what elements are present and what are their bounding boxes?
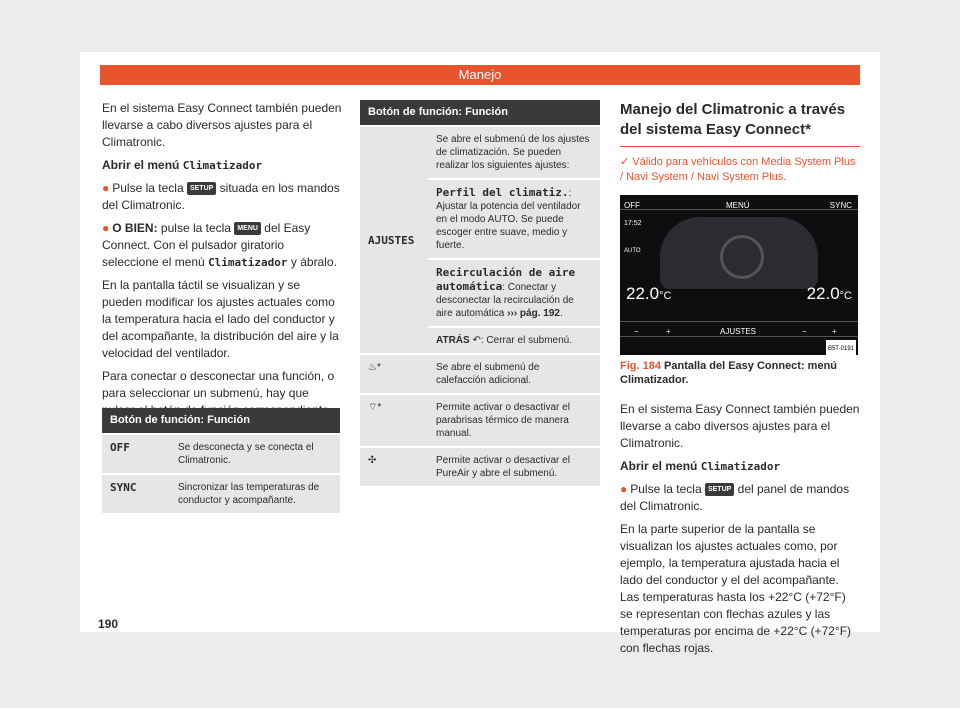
screen-time: 17:52	[624, 220, 642, 227]
screen-temp-left: 22.0°C	[626, 284, 672, 303]
screen-auto: AUTO	[624, 248, 641, 254]
validity-note	[620, 155, 860, 185]
bullet-setup	[620, 481, 860, 515]
screen-minus-left: −	[634, 327, 639, 336]
bullet-setup	[102, 180, 342, 214]
bullet-menu	[102, 220, 342, 271]
intro-text: En el sistema Easy Connect también pueden llevarse a cabo diversos ajustes para el Climatronic.	[102, 101, 342, 149]
function-table-2	[360, 100, 600, 486]
screen-minus-right: −	[802, 327, 807, 336]
intro-text: En el sistema Easy Connect también pueden llevarse a cabo diversos ajustes para el Climatronic.	[620, 402, 860, 450]
column-left	[102, 100, 342, 425]
option-text: : Ajustar la potencia del ventilador en el modo AUTO. Se puede escoger entre suave, medio y fuerte.	[436, 188, 581, 251]
paragraph: En la parte superior de la pantalla se visualizan los ajustes actuales como, por ejemplo, la temperatura ajustada hacia el lado del conductor y el del acompañante. Las temperaturas hasta los +22°C (+72°F) se representan con flechas azules y las temperaturas por encima de +22°C (+72°F) con flechas rojas.	[620, 522, 852, 655]
bullet-text: Pulse la tecla	[112, 181, 187, 195]
button-desc	[428, 327, 600, 354]
section-header: Manejo	[100, 65, 860, 85]
bullet-text: del panel de mandos del Climatronic.	[620, 482, 850, 513]
option-text: : Conectar y desconectar la recirculación de aire automática	[436, 282, 574, 319]
table-row	[102, 474, 340, 513]
table-row	[360, 447, 600, 486]
setup-key-icon: SETUP	[187, 182, 216, 195]
button-desc: Permite activar o desactivar el parabrisas térmico de manera manual.	[428, 394, 600, 447]
setup-key-icon: SETUP	[705, 483, 734, 496]
screen-menu-button: MENÚ	[726, 201, 750, 210]
button-desc: Permite activar o desactivar el PureAir y abre el submenú.	[428, 447, 600, 486]
paragraph: Para conectar o desconectar una función, o para seleccionar un submenú, hay que	[102, 369, 335, 400]
screen-sync-button: SYNC	[829, 201, 852, 210]
bullet-text: situada en los mandos del Climatronic.	[102, 181, 340, 212]
bullet-text: del Easy Connect. Con el pulsador giratorio seleccione el menú	[102, 221, 311, 269]
paragraph: En la pantalla táctil se visualizan y se pueden modificar los ajustes actuales como la temperatura hacia el lado del conductor y del acompañante, la distribución del aire y la velocidad del ventilador.	[102, 278, 339, 360]
figure-caption	[620, 359, 860, 387]
table-header: Botón de función: Función	[102, 408, 340, 434]
option-key: Perfil del climatiz.	[436, 186, 569, 199]
option-key: Recirculación de aire automática	[436, 266, 576, 293]
figure-label: Fig. 184	[620, 360, 661, 372]
star: *	[377, 402, 382, 413]
check-icon: ✓	[620, 156, 633, 168]
column-right	[620, 100, 860, 663]
bullet-text: y ábralo.	[287, 255, 337, 269]
steering-wheel-icon	[720, 235, 764, 279]
screen-plus-left: +	[666, 327, 671, 336]
button-desc: Se desconecta y se conecta el Climatronic.	[170, 434, 340, 474]
option-key: ATRÁS	[436, 335, 470, 346]
star: *	[376, 362, 381, 373]
screen-off-button: OFF	[624, 201, 640, 210]
button-desc: Se abre el submenú de calefacción adicional.	[428, 354, 600, 394]
menu-key-icon: MENU	[234, 222, 261, 235]
option-text: .	[559, 308, 563, 319]
page-number: 190	[98, 617, 119, 631]
function-table-1	[102, 408, 340, 513]
open-menu-heading	[620, 458, 860, 475]
table-row	[102, 434, 340, 474]
seat-heat-icon: ♨	[368, 362, 377, 373]
button-key: SYNC	[102, 474, 170, 513]
bullet-text: pulse la tecla	[157, 221, 235, 235]
menu-name: Climatizador	[208, 256, 288, 269]
table-row	[360, 126, 600, 179]
button-desc: Sincronizar las temperaturas de conductor y acompañante.	[170, 474, 340, 513]
screen-figure	[620, 195, 858, 355]
screen-ajustes-button: AJUSTES	[720, 327, 757, 336]
screen-temp-right: 22.0°C	[806, 284, 852, 303]
button-key: AJUSTES	[360, 126, 428, 354]
back-arrow-icon: ↶	[472, 335, 481, 346]
button-desc: Se abre el submenú de los ajustes de climatización. Se pueden realizar los siguientes ajustes:	[428, 126, 600, 179]
menu-name: Climatizador	[700, 460, 781, 473]
menu-name: Climatizador	[182, 159, 263, 172]
table-row	[360, 394, 600, 447]
button-desc	[428, 259, 600, 327]
page-reference: ››› pág. 192	[507, 308, 560, 319]
caption-text: Pantalla del Easy Connect: menú Climatizador.	[620, 360, 838, 386]
button-key: OFF	[102, 434, 170, 474]
table-row	[360, 354, 600, 394]
open-menu-heading	[102, 157, 342, 174]
button-key	[360, 354, 428, 394]
figure-code: B5T-0191	[826, 340, 856, 359]
screen-plus-right: +	[832, 327, 837, 336]
button-desc	[428, 179, 600, 259]
bullet-icon: ●	[102, 181, 110, 195]
open-menu-label: Abrir el menú	[620, 459, 701, 473]
pureair-icon: ✣	[368, 455, 377, 466]
bullet-icon: ●	[620, 482, 628, 496]
windshield-icon: ⌔	[368, 402, 378, 413]
section-title: Manejo del Climatronic a través del sistema Easy Connect*	[620, 100, 860, 147]
option-text: : Cerrar el submenú.	[480, 335, 573, 346]
bullet-icon: ●	[102, 221, 110, 235]
table-header: Botón de función: Función	[360, 100, 600, 126]
validity-text: Válido para vehículos con Media System Plus / Navi System / Navi System Plus.	[620, 156, 856, 183]
bullet-text: Pulse la tecla	[630, 482, 705, 496]
open-menu-label: Abrir el menú	[102, 158, 183, 172]
button-key	[360, 447, 428, 486]
button-key	[360, 394, 428, 447]
bullet-bold: O BIEN:	[112, 221, 158, 235]
